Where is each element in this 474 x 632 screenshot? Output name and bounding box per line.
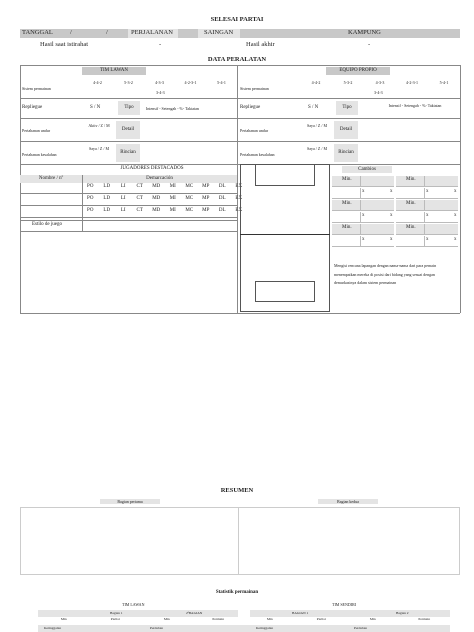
position-option[interactable]: MI	[169, 196, 176, 201]
stats-right-team: TIM SENDIRI	[332, 602, 357, 607]
style-label: Estilo de juego	[32, 222, 62, 227]
stats-permain: Permain	[212, 617, 225, 621]
left-summary-label: Rincian	[116, 144, 140, 162]
change-x-label: x	[426, 189, 429, 194]
final-label: Hasil akhir	[246, 41, 275, 48]
stats-subheader	[38, 617, 450, 621]
player-row	[82, 196, 247, 201]
change-min-label: Min.	[342, 201, 352, 206]
right-detail-label: Detail	[334, 121, 358, 139]
position-option[interactable]: PO	[87, 196, 94, 201]
change-x-label: x	[390, 189, 393, 194]
change-x-label: x	[362, 189, 365, 194]
position-option[interactable]: EX	[235, 196, 243, 201]
change-x-label: x	[454, 189, 457, 194]
position-option[interactable]: DL	[218, 184, 226, 189]
right-system-label: Sistem permainan	[240, 86, 269, 91]
left-formations	[82, 80, 237, 85]
right-intensity[interactable]: Intensif - Setengah - %- Taktatan	[388, 103, 442, 108]
position-option[interactable]: EX	[235, 184, 243, 189]
left-detail-label: Detail	[116, 121, 140, 139]
formation-option[interactable]: 5-4-1	[439, 80, 449, 85]
right-defense-label: Pertahanan undur	[240, 128, 269, 133]
pitch-note: Mengisi rencana lapangan dengan nama-nama dari para pemain menempatkan mereka di posisi dari bidang yang sesuai dengan demarkasinya dalam sistem permainan	[334, 263, 437, 285]
right-weak-options[interactable]: Saya / Z / M	[307, 146, 327, 151]
change-x-label: x	[362, 237, 365, 242]
position-option[interactable]: MC	[185, 184, 194, 189]
first-half-label: Bagian pertama	[100, 499, 160, 504]
second-half-label: Bagian kedua	[318, 499, 378, 504]
journey-label: PERJALANAN	[131, 29, 173, 36]
change-x-label: x	[390, 237, 393, 242]
changes-title: Cambios	[342, 166, 392, 173]
position-option[interactable]: LD	[103, 208, 111, 213]
change-x-label: x	[426, 237, 429, 242]
page-title: SELESAI PARTAI	[210, 16, 264, 23]
header-row	[20, 29, 460, 38]
left-weak-options[interactable]: Saya / Z / M	[89, 146, 109, 151]
stats-min: Min	[163, 617, 170, 621]
right-weak-label: Pertahanan kesalahan	[240, 152, 275, 157]
left-retreat-sn[interactable]: S / N	[90, 105, 101, 110]
position-option[interactable]: MC	[185, 196, 194, 201]
stats-part2-right: Bagian 2	[396, 611, 409, 615]
formation-option[interactable]: 5-3-2	[124, 80, 133, 85]
formation-option[interactable]: 4-3-3	[155, 80, 164, 85]
left-system-label: Sistem permainan	[22, 86, 51, 91]
position-option[interactable]: EX	[235, 208, 243, 213]
change-min-label: Min.	[406, 225, 416, 230]
data-section-title: DATA PERALATAN	[207, 56, 267, 63]
position-option[interactable]: MD	[152, 196, 161, 201]
position-option[interactable]: MC	[185, 208, 194, 213]
position-option[interactable]: MI	[169, 208, 176, 213]
position-option[interactable]: MP	[202, 184, 210, 189]
formation-option[interactable]: 4-2-3-1	[406, 80, 418, 85]
position-option[interactable]: LI	[120, 208, 126, 213]
stats-perdaban: Perdaban	[150, 626, 164, 630]
left-defense-label: Pertahanan undur	[22, 128, 51, 133]
formation-option[interactable]: 5-3-2	[343, 80, 353, 85]
position-option[interactable]: PO	[87, 184, 94, 189]
stats-left-team: TIM LAWAN	[122, 602, 145, 607]
formation-option[interactable]: 4-2-3-1	[184, 80, 197, 85]
formation-option[interactable]: 4-4-2	[311, 80, 321, 85]
change-x-label: x	[390, 213, 393, 218]
date-label: TANGGAL	[22, 29, 53, 36]
pitch-bottom-area	[255, 281, 315, 302]
position-option[interactable]: MD	[152, 208, 161, 213]
stats-min: Min	[369, 617, 376, 621]
position-option[interactable]: MP	[202, 208, 210, 213]
right-formation-extra[interactable]: 3-4-3	[374, 90, 383, 95]
right-team-header: EQUIPO PROPIO	[326, 67, 390, 75]
right-summary-label: Rincian	[334, 144, 358, 162]
change-x-label: x	[454, 237, 457, 242]
change-min-label: Min.	[342, 225, 352, 230]
change-min-label: Min.	[406, 177, 416, 182]
left-defense-options[interactable]: Aktiv / Z / M	[88, 123, 110, 128]
stats-min: Min	[266, 617, 273, 621]
halftime-dash: -	[159, 41, 162, 48]
position-option[interactable]: CT	[136, 184, 143, 189]
right-retreat-label: Repliegue	[240, 105, 261, 110]
date-slash-2: /	[106, 29, 108, 36]
players-name-col: Nombre / nº	[20, 175, 82, 183]
stats-ketinggalan: Ketinggalan	[44, 626, 62, 630]
position-option[interactable]: MD	[152, 184, 161, 189]
final-dash: -	[368, 41, 371, 48]
pitch-top-area	[255, 164, 315, 186]
position-option[interactable]: CT	[136, 196, 143, 201]
stats-perdaban: Perdaban	[354, 626, 368, 630]
summary-title: RESUMEN	[220, 487, 254, 494]
position-option[interactable]: MP	[202, 196, 210, 201]
formation-option[interactable]: 4-3-3	[375, 80, 385, 85]
position-option[interactable]: LI	[120, 196, 126, 201]
home-label: KAMPUNG	[348, 29, 381, 36]
players-title: JUGADORES DESTACADOS	[120, 166, 184, 171]
formation-option[interactable]: 4-4-2	[93, 80, 102, 85]
left-team-header: TIM LAWAN	[82, 67, 146, 75]
stats-partisi: Partisi	[316, 617, 326, 621]
position-option[interactable]: CT	[136, 208, 143, 213]
stats-ketinggalan: Ketinggalan	[256, 626, 274, 630]
change-min-label: Min.	[342, 177, 352, 182]
change-min-label: Min.	[406, 201, 416, 206]
right-defense-options[interactable]: Saya / Z / M	[307, 123, 327, 128]
position-option[interactable]: LD	[103, 196, 111, 201]
summary-box[interactable]	[20, 507, 460, 575]
stats-part1-right: BAGIAN 1	[292, 611, 309, 615]
right-formations	[300, 80, 460, 85]
player-row	[82, 208, 247, 213]
stats-min: Min	[60, 617, 67, 621]
stats-permain: Permain	[418, 617, 431, 621]
left-type-label: Tipo	[118, 101, 140, 115]
players-demarcation-col: Demarcación	[82, 175, 237, 183]
date-slash-1: /	[70, 29, 72, 36]
left-intensity[interactable]: Intensif - Setengah - %- Taktatan	[146, 106, 199, 111]
stats-title: Statistik permainan	[215, 590, 259, 595]
position-option[interactable]: DL	[218, 196, 226, 201]
halftime-label: Hasil saat istirahat	[40, 41, 89, 48]
position-option[interactable]: PO	[87, 208, 94, 213]
stats-part2: 2ªBAGIAN	[186, 611, 203, 615]
player-row	[82, 184, 247, 189]
position-option[interactable]: LD	[103, 184, 111, 189]
rival-label: SAINGAN	[204, 29, 234, 36]
right-type-label: Tipo	[336, 101, 358, 115]
change-x-label: x	[426, 213, 429, 218]
right-retreat-sn[interactable]: S / N	[308, 105, 319, 110]
formation-option[interactable]: 5-4-1	[217, 80, 226, 85]
change-x-label: x	[362, 213, 365, 218]
stats-partisi: Partisi	[110, 617, 120, 621]
left-weak-label: Pertahanan kesalahan	[22, 152, 57, 157]
left-formation-extra[interactable]: 3-4-3	[156, 90, 165, 95]
left-retreat-label: Repliegue	[22, 105, 43, 110]
position-option[interactable]: LI	[120, 184, 126, 189]
change-x-label: x	[454, 213, 457, 218]
stats-part1: Bagian 1	[110, 611, 123, 615]
position-option[interactable]: MI	[169, 184, 176, 189]
position-option[interactable]: DL	[218, 208, 226, 213]
